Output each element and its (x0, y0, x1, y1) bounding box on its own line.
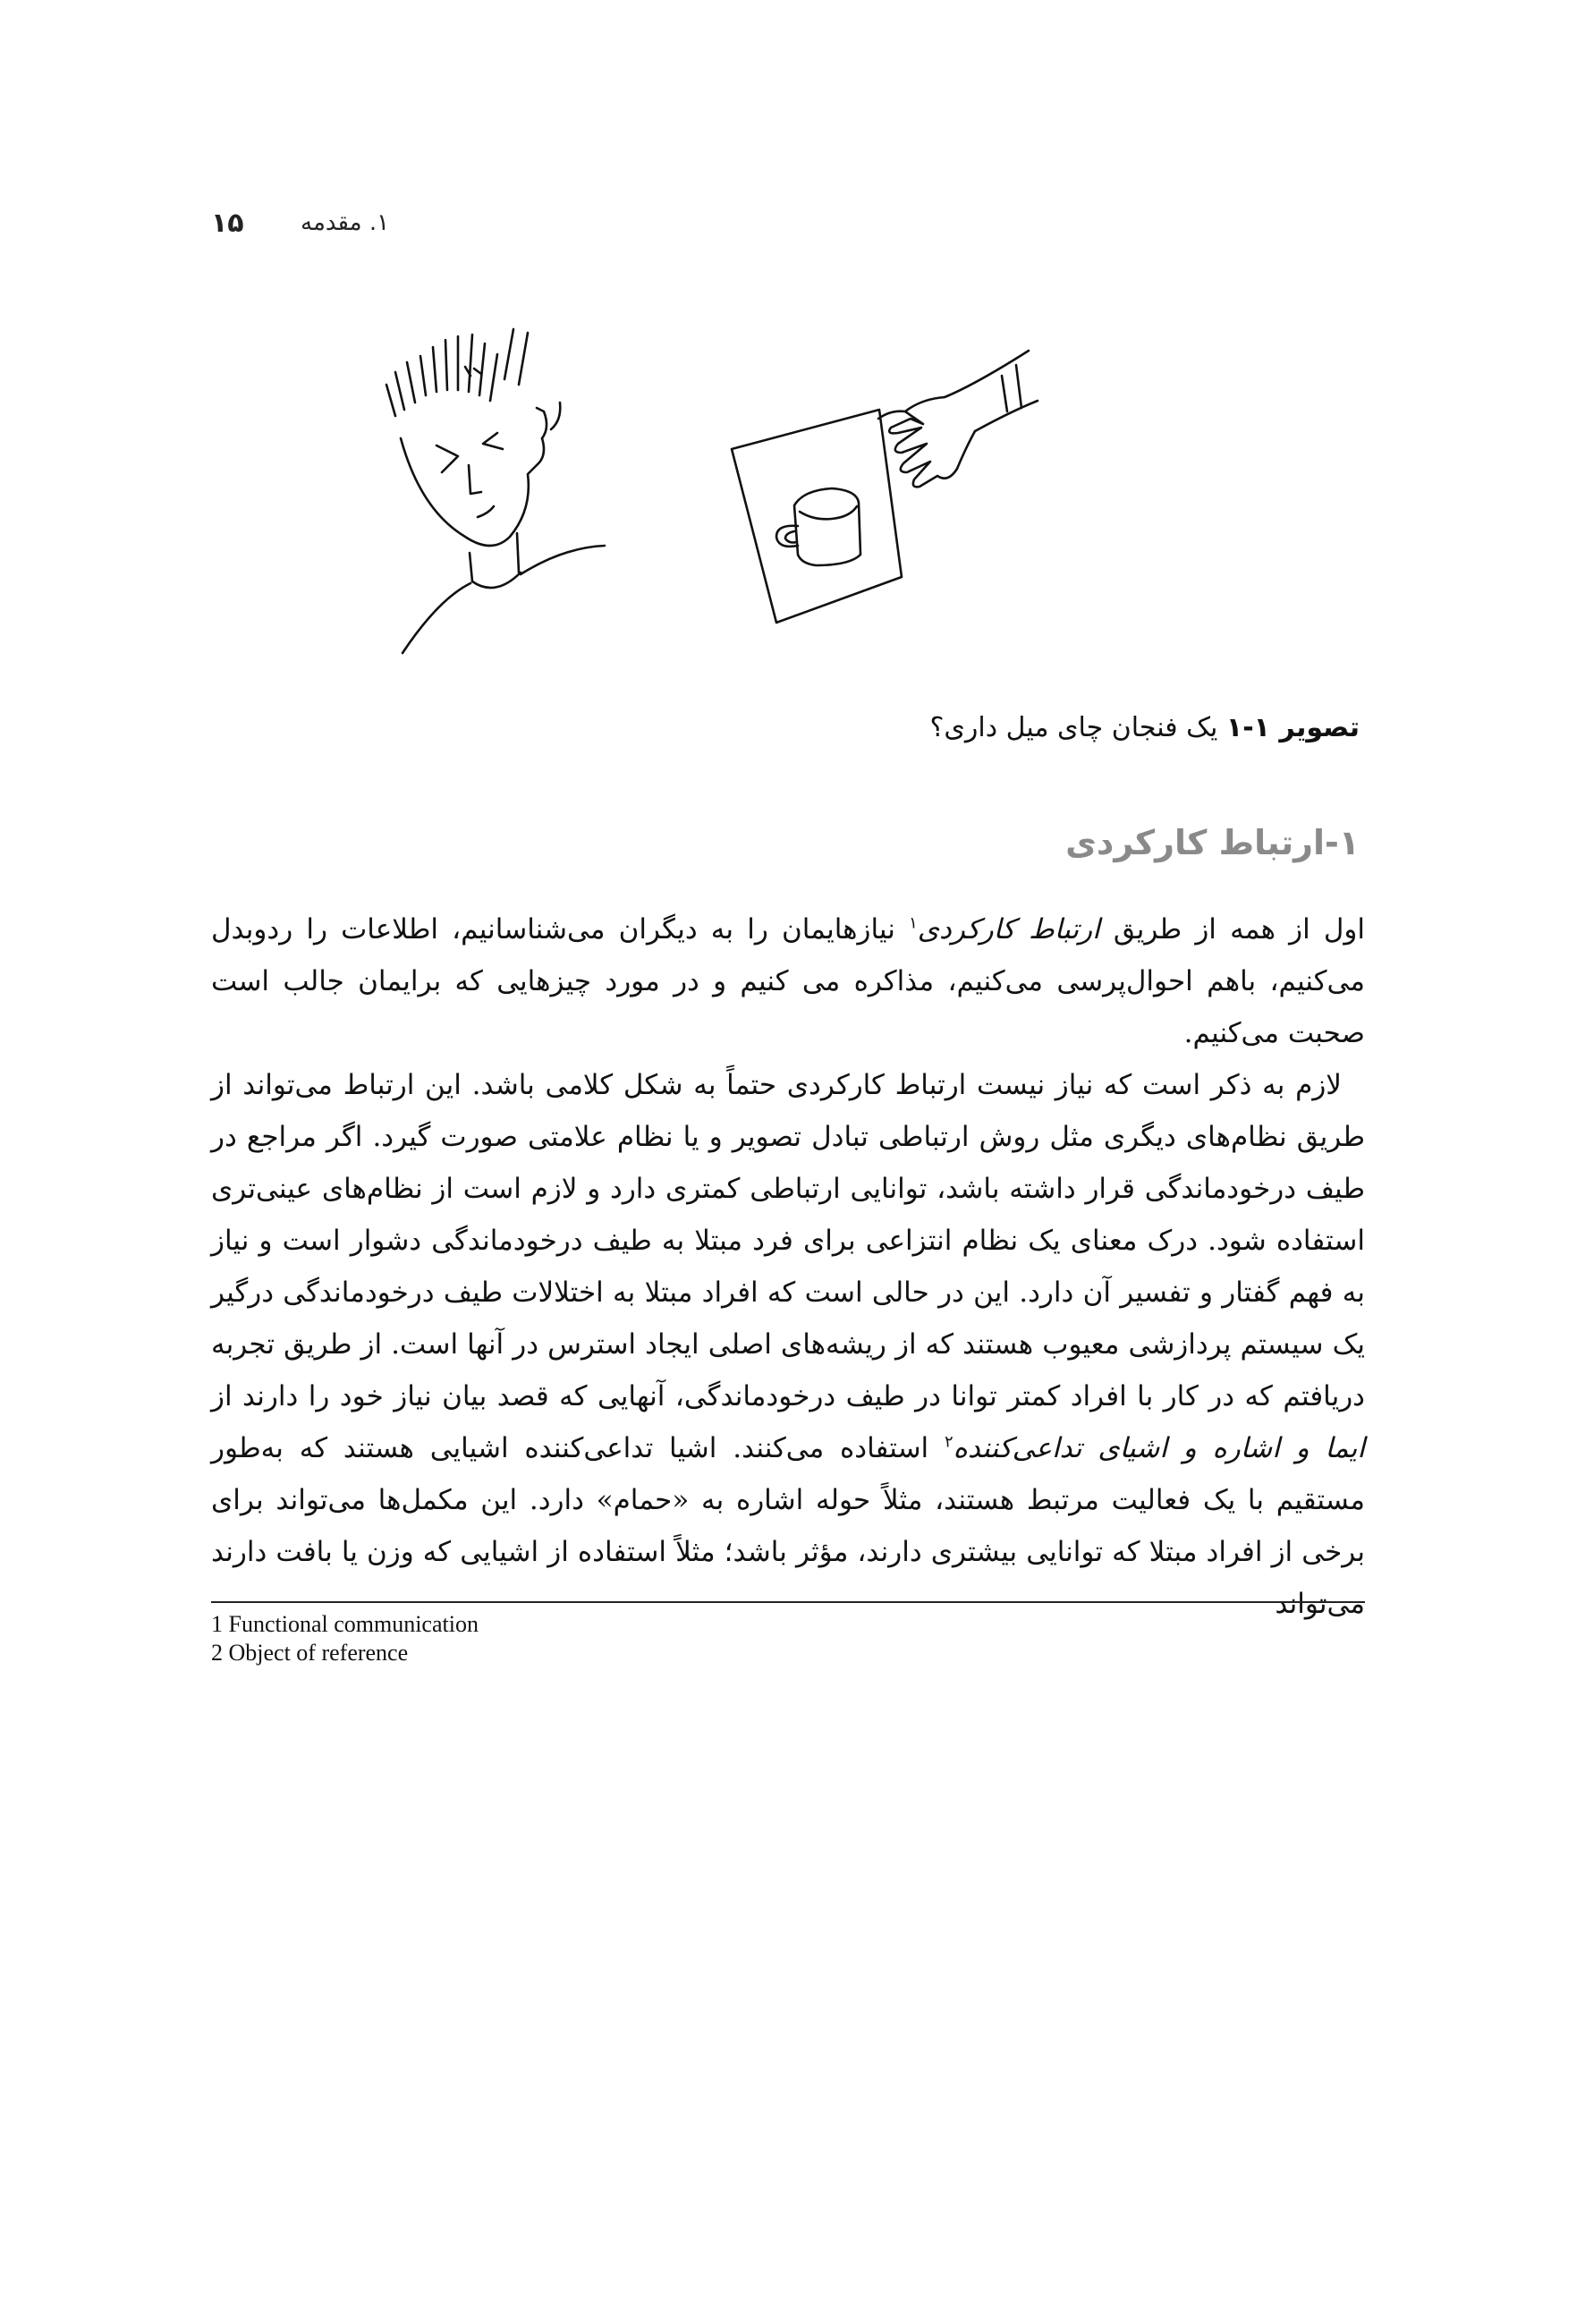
footnote-1: 1 Functional communication (211, 1611, 479, 1637)
left-eye (437, 445, 458, 472)
section-heading: ۱-ارتباط کارکردی (1065, 823, 1360, 862)
term-functional-communication: ارتباط کارکردی (917, 913, 1100, 946)
text-run: نیازهایمان را به دیگران می‌شناسانیم، اطلاعات را ردوبدل می‌کنیم، باهم احوال‌پرسی می‌کنیم، مذاکره می کنیم و در مورد چیزهایی که برایمان جالب است صحبت می‌کنیم. (211, 913, 1365, 1049)
footnote-2: 2 Object of reference (211, 1640, 409, 1666)
hand (878, 411, 975, 488)
figure-illustration (385, 313, 1225, 671)
running-head (211, 208, 479, 243)
body-text (211, 903, 1365, 1630)
ear (551, 403, 560, 429)
footnote-ref-2: ۲ (945, 1432, 954, 1452)
neck (470, 533, 519, 581)
mouth (478, 506, 494, 517)
nose (469, 465, 481, 494)
mug (794, 488, 860, 565)
footnotes (211, 1610, 1016, 1667)
text-run: استفاده می‌کنند. اشیا تداعی‌کننده اشیایی هستند که به‌طور مستقیم با یک فعالیت مرتبط هستند، مثلاً حوله اشاره به «حمام» دارد. این مکمل‌ها می‌تواند برای برخی از افراد مبتلا که توانایی بیشتری دارند، مؤثر باشد؛ مثلاً استفاده از اشیایی که وزن یا بافت دارند می‌تواند (211, 1432, 1365, 1620)
term-gestures-objects: ایما و اشاره و اشیای تداعی‌کننده (953, 1432, 1366, 1464)
text-run: لازم به ذکر است که نیاز نیست ارتباط کارکردی حتماً به شکل کلامی باشد. این ارتباط می‌تواند از طریق نظام‌های دیگری مثل روش ارتباطی تبادل تصویر و یا نظام علامتی صورت گیرد. اگر مراجع در طیف درخودماندگی قرار داشته باشد، توانایی ارتباطی کمتری دارد و لازم است از نظام‌های عینی‌تری استفاده شود. درک معنای یک نظام انتزاعی برای فرد مبتلا به طیف درخودماندگی دشوار است و نیاز به فهم گفتار و تفسیر آن دارد. این در حالی است که افراد مبتلا به اختلالات طیف درخودماندگی درگیر یک سیستم پردازشی معیوب هستند که از ریشه‌های اصلی ایجاد استرس در آنها است. از طریق تجربه دریافتم که در کار با افراد کمتر توانا در طیف درخودماندگی، آنهایی که قصد بیان نیاز خود را دارند از (211, 1069, 1365, 1412)
chapter-title: ۱. مقدمه (301, 209, 390, 236)
footnote-ref-1: ۱ (909, 913, 918, 933)
caption-label: تصویر ۱-۱ (1225, 712, 1360, 743)
paragraph-2 (211, 1059, 1365, 1630)
right-eye (483, 433, 503, 449)
footnote-divider (211, 1601, 1365, 1603)
text-run: اول از همه از طریق (1099, 913, 1365, 946)
figure-caption (555, 712, 1360, 743)
hair-strokes (386, 329, 528, 416)
caption-text: یک فنجان چای میل داری؟ (929, 712, 1218, 743)
shoulders (403, 546, 605, 653)
picture-card (732, 410, 902, 623)
paragraph-1 (211, 903, 1365, 1059)
arm (905, 351, 1038, 431)
page-number: ۱۵ (211, 208, 244, 239)
collar (472, 573, 521, 588)
face-outline (401, 438, 544, 546)
